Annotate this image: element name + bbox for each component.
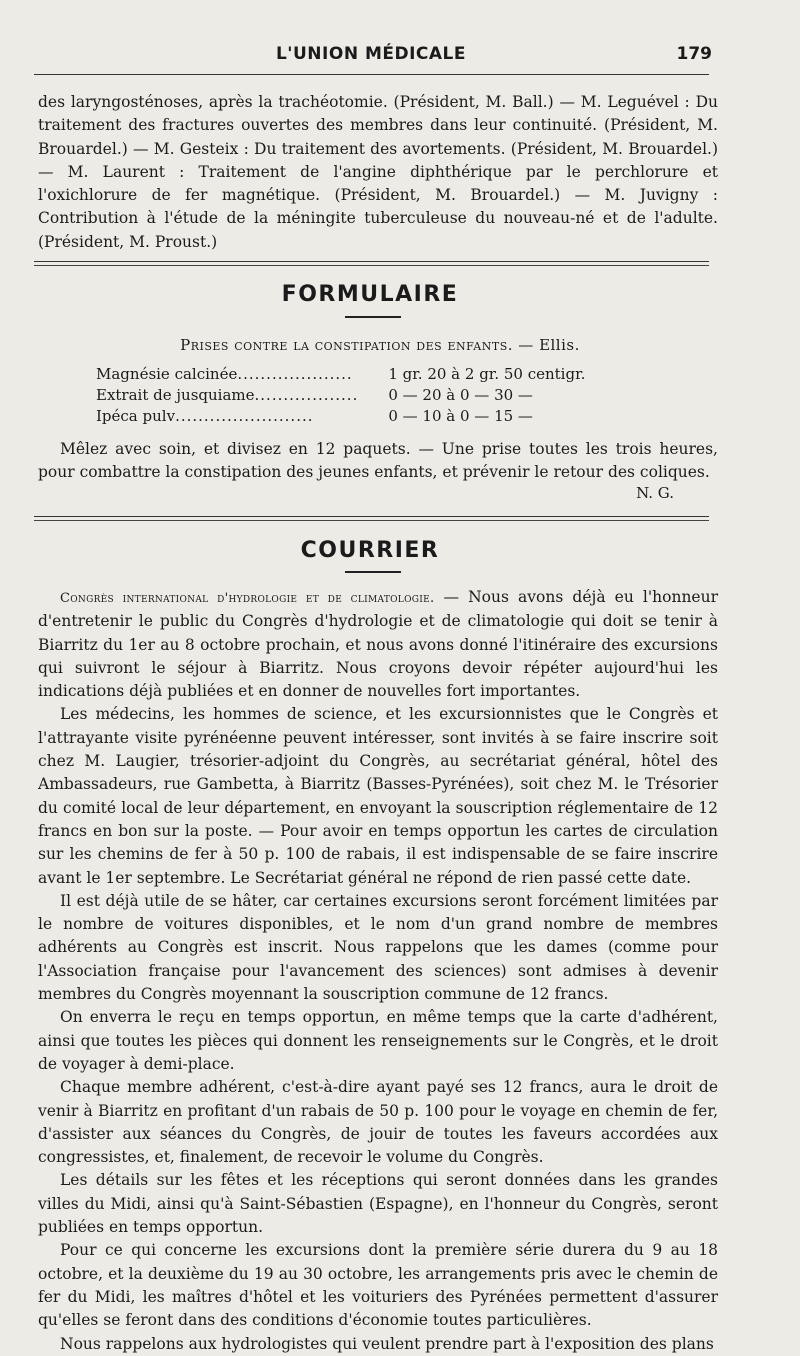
top-paragraph (38, 91, 718, 254)
recipe-row (96, 363, 585, 384)
courrier-lead: Congrès international d'hydrologie et de climatologie. (60, 591, 435, 606)
page-number: 179 (676, 44, 712, 64)
courrier-paragraph: On enverra le reçu en temps opportun, en même temps que la carte d'adhérent, ainsi que toutes les pièces qui donnent les renseignements sur le Congrès, et le droit de voyager à demi-place. (38, 1008, 718, 1073)
formulaire-instructions (38, 438, 718, 485)
header-rule (34, 74, 709, 75)
recipe-row (96, 384, 585, 405)
courrier-title: COURRIER (300, 538, 440, 563)
recipe-row (96, 405, 585, 426)
courrier-paragraph: Les détails sur les fêtes et les réceptions qui seront données dans les grandes villes du Midi, ainsi qu'à Saint-Sébastien (Espagne), en l'honneur du Congrès, seront publiées en temps opportun. (38, 1171, 718, 1237)
page-header (30, 44, 712, 72)
courrier-rule-top-2 (34, 520, 709, 521)
courrier-paragraph: Chaque membre adhérent, c'est-à-dire ayant payé ses 12 francs, aura le droit de venir à Biarritz en profitant d'un rabais de 50 p. 100 pour le voyage en chemin de fer, d'assister aux séances du Congrès, de jouir de toutes les faveurs accordées aux congressistes, et, finalement, de recevoir le volume du Congrès. (38, 1078, 718, 1167)
courrier-rule-top (34, 516, 709, 517)
running-title: L'UNION MÉDICALE (275, 44, 467, 64)
section-rule-top (34, 261, 709, 262)
recipe-table (96, 363, 585, 426)
formulaire-subtitle-author: — Ellis. (518, 336, 580, 354)
courrier-paragraph: Congrès international d'hydrologie et de climatologie. — Nous avons déjà eu l'honneur d'entretenir le public du Congrès d'hydrologie et de climatologie qui doit se tenir à Biarritz du 1er au 8 octobre prochain, et nous avons donné l'itinéraire des excursions qui suivront le séjour à Biarritz. Nous croyons devoir répéter aujourd'hui les indications déjà publiées et en donner de nouvelles fort importantes. (38, 588, 718, 701)
ingredient-name: Extrait de jusquiame.................. (96, 385, 359, 404)
courrier-title-rule (345, 571, 401, 573)
courrier-paragraph: Il est déjà utile de se hâter, car certaines excursions seront forcément limitées par le nombre de voitures disponibles, et le nom d'un grand nombre de membres adhérents au Congrès est inscrit. Nous rappelons que les dames (comme pour l'Association française pour l'avancement des sciences) sont admises à devenir membres du Congrès moyennant la souscription commune de 12 francs. (38, 891, 718, 1004)
formulaire-subtitle-caps: Prises contre la constipation des enfants. (180, 336, 514, 354)
courrier-paragraph: Les médecins, les hommes de science, et les excursionnistes que le Congrès et l'attrayante visite pyrénéenne peuvent intéresser, sont invités à se faire inscrire soit chez M. Laugier, trésorier-adjoint du Congrès, au secrétariat général, hôtel des Ambassadeurs, rue Gambetta, à Biarritz (Basses-Pyrénées), soit chez M. le Trésorier du comité local de leur département, en envoyant la souscription réglementaire de 12 francs en bon sur la poste. — Pour avoir en temps opportun les cartes de circulation sur les chemins de fer à 50 p. 100 de rabais, il est indispensable de se faire inscrire avant le 1er septembre. Le Secrétariat général ne répond de rien passé cette date. (38, 705, 718, 887)
instructions-text: Mêlez avec soin, et divisez en 12 paquets. — Une prise toutes les trois heures, pour combattre la constipation des jeunes enfants, et prévenir le retour des coliques. (38, 440, 718, 482)
section-rule-top-2 (34, 265, 709, 266)
formulaire-title-rule (345, 316, 401, 318)
ingredient-name: Ipéca pulv........................ (96, 406, 314, 425)
formulaire-signature: N. G. (636, 484, 674, 502)
ingredient-dose: 0 — 10 à 0 — 15 — (388, 406, 533, 425)
ingredient-dose: 1 gr. 20 à 2 gr. 50 centigr. (388, 364, 586, 383)
ingredient-name: Magnésie calcinée.................... (96, 364, 353, 383)
courrier-paragraph: Pour ce qui concerne les excursions dont la première série durera du 9 au 18 octobre, et la deuxième du 19 au 30 octobre, les arrangements pris avec le chemin de fer du Midi, les maîtres d'hôtel et les voituriers des Pyrénées permettent d'assurer qu'elles se feront dans des conditions d'économie toutes particulières. (38, 1241, 718, 1330)
ingredient-dose: 0 — 20 à 0 — 30 — (388, 385, 533, 404)
courrier-paragraph: Nous rappelons aux hydrologistes qui veulent prendre part à l'exposition des plans (60, 1334, 714, 1353)
top-paragraph-text: des laryngosténoses, après la trachéotomie. (Président, M. Ball.) — M. Leguével : Du traitement des fractures ouvertes des membres dans leur continuité. (Président, M. Brouardel.) — M. Gesteix : Du traitement des avortements. (Président, M. Brouardel.) — M. Laurent : Traitement de l'angine diphthérique par le perchlorure et l'oxichlorure de fer magnétique. (Président, M. Brouardel.) — M. Juvigny : Contribution à l'étude de la méningite tuberculeuse du nouveau-né et de l'adulte. (Président, M. Proust.) (38, 93, 718, 251)
formulaire-title: FORMULAIRE (281, 282, 459, 307)
courrier-body (38, 586, 718, 1356)
formulaire-subtitle (40, 336, 720, 354)
